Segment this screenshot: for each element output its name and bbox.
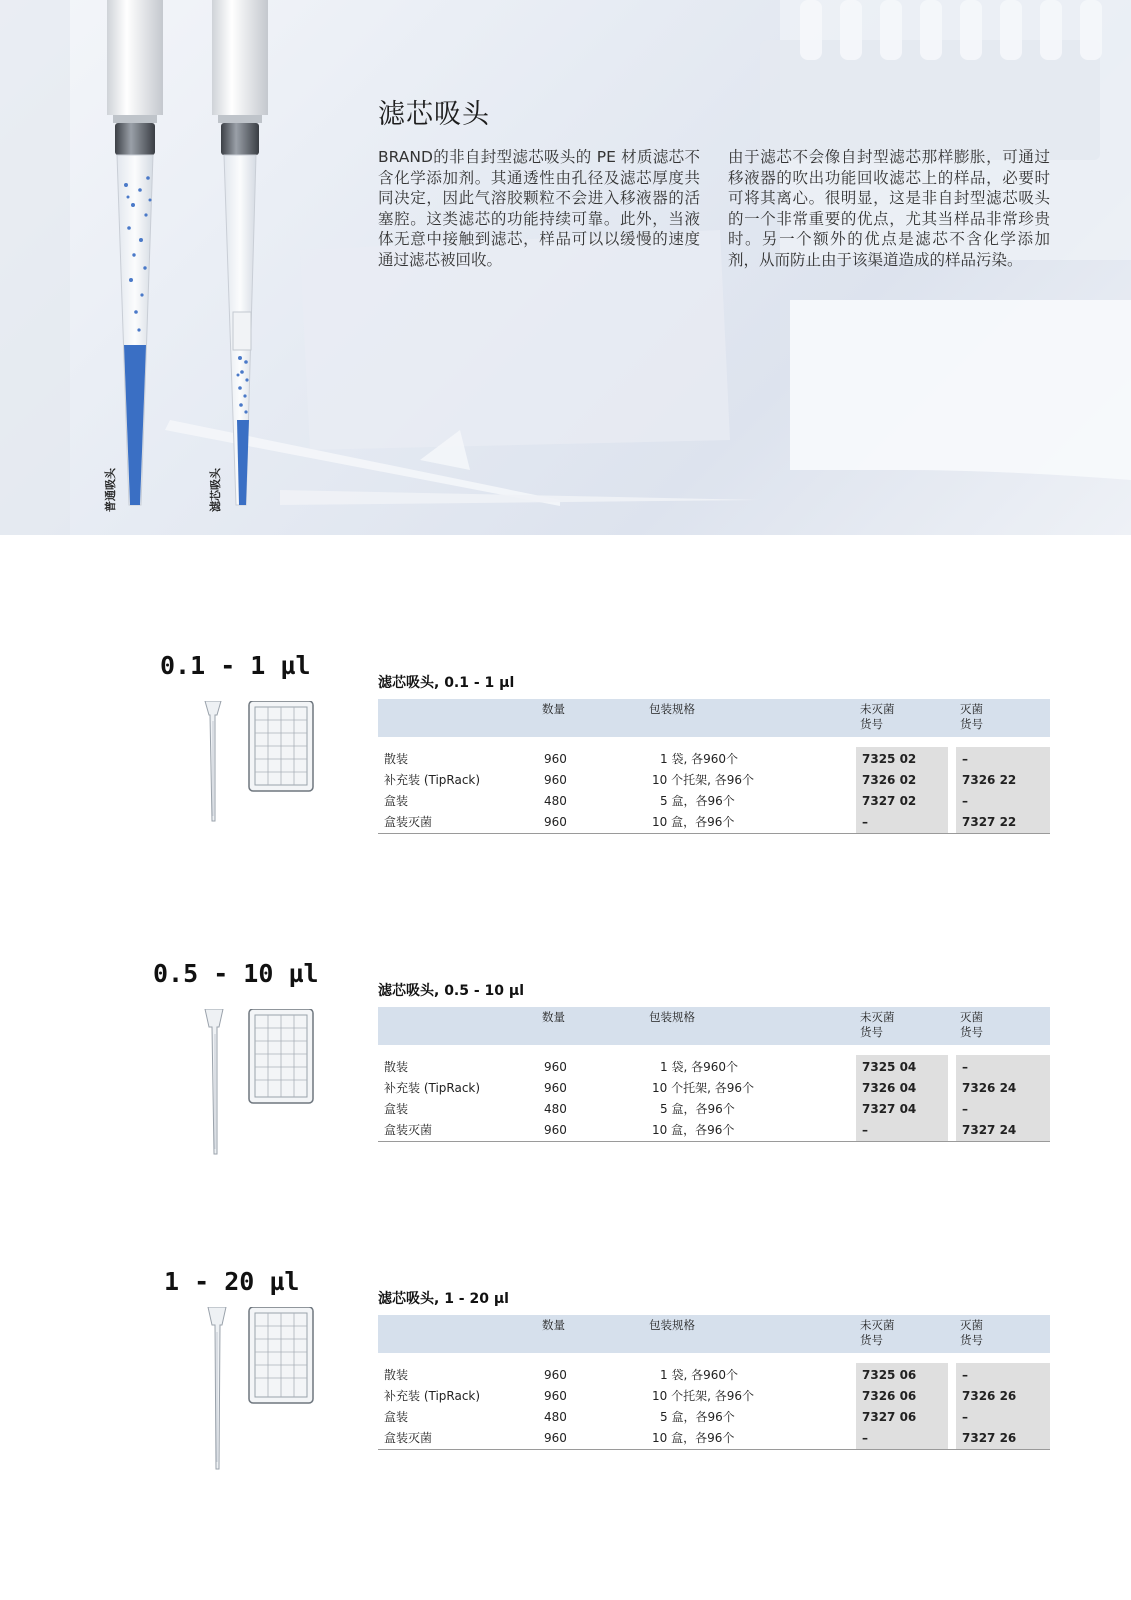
table-row: 盒装灭菌 960 10 盒，各96个 – 7327 22 <box>384 815 1017 829</box>
table-row: 补充装 (TipRack) 960 10 个托架, 各96个 7326 04 7326 24 <box>384 1081 1017 1095</box>
header-nonsterile: 未灭菌 货号 <box>860 702 895 731</box>
product-section <box>0 651 1131 871</box>
header-sterile: 灭菌 货号 <box>960 1010 983 1039</box>
table-row: 盒装 480 5 盒，各96个 7327 02 – <box>384 794 968 808</box>
standard-tip-label: 普通吸头 <box>104 468 117 512</box>
header-pack: 包装规格 <box>649 1010 695 1024</box>
table-row: 散装 960 1 袋, 各960个 7325 04 – <box>384 1060 968 1074</box>
header-nonsterile: 未灭菌 货号 <box>860 1010 895 1039</box>
page-title: 滤芯吸头 <box>378 99 490 130</box>
header-qty: 数量 <box>542 1010 565 1024</box>
table-row: 盒装灭菌 960 10 盒，各96个 – 7327 24 <box>384 1123 1017 1137</box>
hero-banner <box>0 0 1131 535</box>
product-image <box>195 1009 325 1159</box>
table-header <box>378 699 1050 737</box>
volume-range: 1 - 20 µl <box>164 1267 300 1296</box>
table-title: 滤芯吸头, 0.1 - 1 µl <box>378 675 515 691</box>
table-bottom-rule <box>378 1449 1050 1450</box>
table-row: 补充装 (TipRack) 960 10 个托架, 各96个 7326 02 7326 22 <box>384 773 1017 787</box>
header-qty: 数量 <box>542 702 565 716</box>
header-sterile: 灭菌 货号 <box>960 1318 983 1347</box>
header-pack: 包装规格 <box>649 702 695 716</box>
header-pack: 包装规格 <box>649 1318 695 1332</box>
table-row: 补充装 (TipRack) 960 10 个托架, 各96个 7326 06 7326 26 <box>384 1389 1017 1403</box>
table-row: 散装 960 1 袋, 各960个 7325 02 – <box>384 752 968 766</box>
header-sterile: 灭菌 货号 <box>960 702 983 731</box>
product-image <box>195 701 325 831</box>
table-title: 滤芯吸头, 0.5 - 10 µl <box>378 983 525 999</box>
intro-paragraph-left: BRAND的非自封型滤芯吸头的 PE 材质滤芯不含化学添加剂。其通透性由孔径及滤芯厚度共同决定，因此气溶胶颗粒不会进入移液器的活塞腔。这类滤芯的功能持续可靠。此外，当液体无意中接触到滤芯，样品可以以缓慢的速度通过滤芯被回收。 <box>378 148 700 269</box>
table-row: 盒装 480 5 盒，各96个 7327 06 – <box>384 1410 968 1424</box>
product-section <box>0 1267 1131 1487</box>
volume-range: 0.1 - 1 µl <box>160 651 311 680</box>
table-header <box>378 1007 1050 1045</box>
product-section <box>0 959 1131 1179</box>
table-row: 盒装灭菌 960 10 盒，各96个 – 7327 26 <box>384 1431 1017 1445</box>
header-qty: 数量 <box>542 1318 565 1332</box>
product-image <box>195 1307 325 1477</box>
header-nonsterile: 未灭菌 货号 <box>860 1318 895 1347</box>
table-row: 散装 960 1 袋, 各960个 7325 06 – <box>384 1368 968 1382</box>
table-header <box>378 1315 1050 1353</box>
volume-range: 0.5 - 10 µl <box>153 959 319 988</box>
table-bottom-rule <box>378 1141 1050 1142</box>
table-row: 盒装 480 5 盒，各96个 7327 04 – <box>384 1102 968 1116</box>
table-bottom-rule <box>378 833 1050 834</box>
table-title: 滤芯吸头, 1 - 20 µl <box>378 1291 509 1307</box>
filter-tip-label: 滤芯吸头 <box>209 468 222 512</box>
intro-paragraph-right: 由于滤芯不会像自封型滤芯那样膨胀，可通过移液器的吹出功能回收滤芯上的样品，必要时可将其离心。很明显，这是非自封型滤芯吸头的一个非常重要的优点，尤其当样品非常珍贵时。另一个额外的优点是滤芯不含化学添加剂，从而防止由于该渠道造成的样品污染。 <box>728 148 1050 269</box>
